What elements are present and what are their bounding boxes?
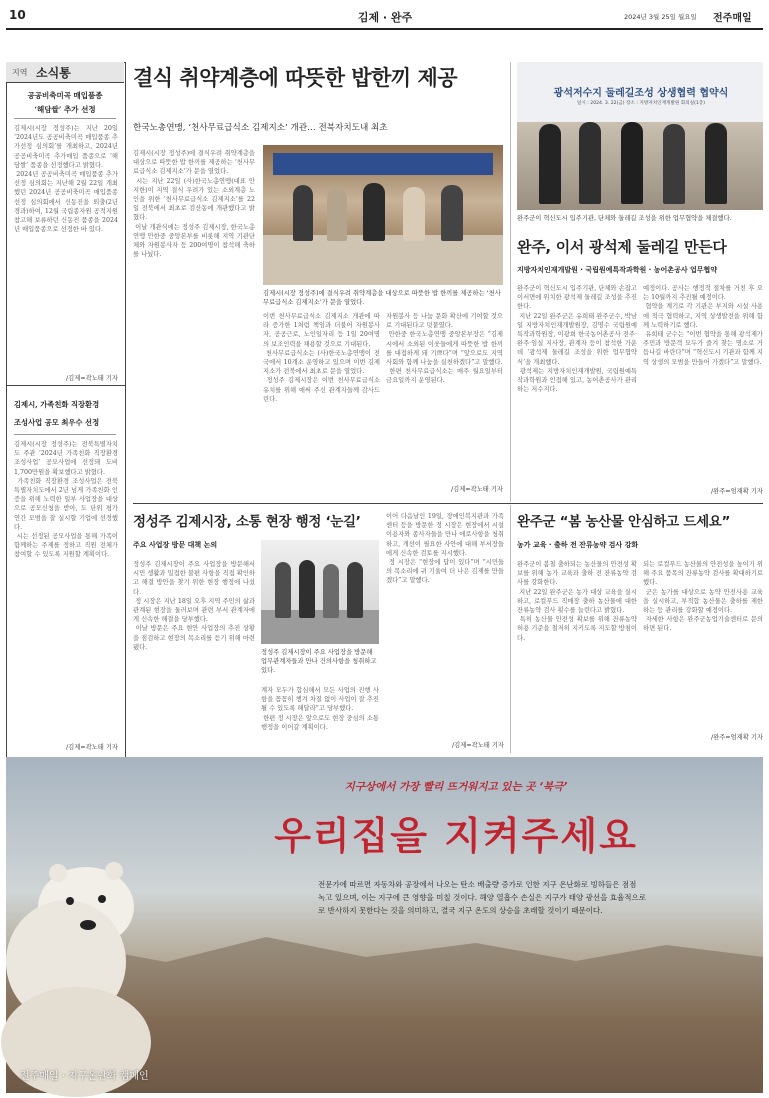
person-figure — [441, 185, 463, 241]
person-figure — [621, 122, 643, 204]
mid-left-headline: 정성주 김제시장, 소통 현장 행정 ‘눈길’ — [133, 514, 361, 530]
lead-photo — [263, 145, 503, 285]
middle-rule — [133, 503, 763, 504]
person-figure — [347, 562, 363, 618]
right-top-headline: 완주, 이서 광석제 둘레길 만든다 — [517, 238, 727, 256]
right-top-photo-caption: 완주군이 혁신도시 입주기관, 단체와 둘레길 조성을 위한 업무협약을 체결했다. — [517, 215, 732, 222]
person-figure — [293, 185, 313, 241]
ad-body-line1: 전문가에 따르면 자동차와 공장에서 나오는 탄소 배출량 증가로 인한 지구 온난화로 빙하들은 점점 — [318, 880, 637, 889]
right-top-photo — [517, 62, 763, 210]
lead-body-col1: 김제시(시장 정성주)에 결식우려 취약계층을 대상으로 따뜻한 밥 한끼를 제공하는 ‘천사무료급식소 김제지소’가 문을 열었다. 시는 지난 22일 (사)한국노총연맹(대표 안지한)이 지역 결식 우려가 있는 소외계층 노인을 위한 ‘천사무료급식소 김제지소’를 22일 전북에서 최초로 검산동에 개관했다고 밝혔다. 이날 개관식에는 정성주 김제시장, 한국노총연맹 안한중 중앙본부를 비롯해 지역 기관단체와 자원봉사자 등 200여명이 참석해 축하를 나눴다. — [133, 150, 255, 259]
mid-right-subheadline: 농가 교육 · 출하 전 잔류농약 검사 강화 — [517, 541, 639, 549]
sidebar-title: 소식통 — [36, 66, 71, 80]
mid-left-body-col3: 이어 다음날인 19일, 장애인복지관과 가족센터 등을 방문한 정 시장은 현장에서 시설 이용자와 종사자들을 만나 애로사항을 청취하고, 개선이 필요한 사안에 대해 부서장들에게 신속한 검토를 지시했다. 정 시장은 “현장에 답이 있다”며 “시민들의 목소리에 귀 기울여 더 나은 김제를 만들겠다”고 말했다. — [386, 513, 504, 585]
lead-body-col2: 이번 천사무료급식소 김제지소 개관에 따라 증가한 1처럼 책임과 더불어 자원봉사자, 공공근로, 노인일자리 등 1일 20여명의 보조인력을 채용할 것으로 기대된다. 천사무료급식소는 (사)한국노총연맹이 전국에서 10개소 운영하고 있으며 이번 김제지소가 전북에서 최초로 문을 열었다. 정성주 김제시장은 이번 천사무료급식소 유치를 위해 애써 주신 관계자들께 감사드린다. — [263, 313, 380, 403]
section-title: 김제 · 완주 — [357, 11, 413, 24]
right-photo-banner: 광석저수지 둘레길조성 상생협력 협약식 — [553, 88, 729, 99]
lead-subheadline: 한국노총연맹, ‘천사무료급식소 김제지소’ 개관… 전북자치도내 최초 — [133, 123, 388, 133]
sidebar-story1-credit: /김제=곽노태 기자 — [66, 375, 118, 382]
person-figure — [579, 122, 601, 204]
person-figure — [323, 564, 339, 618]
person-figure — [403, 187, 425, 241]
mid-right-headline: 완주군 “봄 농산물 안심하고 드세요” — [517, 514, 731, 530]
ad-tagline — [206, 779, 706, 794]
sidebar-divider-3 — [14, 434, 116, 435]
right-top-body-col1: 완주군이 혁신도시 입주기관, 단체와 손잡고 이서면에 위치한 광석제 둘레길 조성을 추진한다. 지난 22일 완주군은 유희태 완주군수, 박남일 지방자치인재개발원장, 김명수 국립원예특작과학원장, 이광희 한국농어촌공사 전주·완주·임실 지사장, 관계자 등이 참석한 가운데 ‘광석제 둘레길 조성을 위한 업무협약식’을 개최했다. 광석제는 지방자치인재개발원, 국립원예특작과학원과 인접해 있고, 농어촌공사가 관리하는 저수지다. — [517, 285, 637, 394]
sidebar-tag-box — [6, 62, 124, 83]
sidebar-story1-headline-2: ‘해담쌀’ 추가 선정 — [34, 105, 96, 114]
lead-photo-banner — [273, 153, 493, 175]
person-figure — [363, 183, 385, 241]
ad-body-line2: 녹고 있으며, 이는 지구에 큰 영향을 미칠 것이다. 해양 열흡수 손실은 지구가 태양 광선을 효율적으로 — [318, 893, 646, 902]
ad-footer: 전주매일 · 지구온난화 캠페인 — [20, 1071, 149, 1082]
sidebar-story2-body: 김제시(시장 정성주)는 전북특별자치도 주관 ‘2024년 가족친화 직장환경 조성사업’ 공모사업에 선정돼 도비 1,700만원을 확보했다고 밝혔다. 가족친화 직장환경 조성사업은 전북특별자치도에서 2년 넘게 가족친화 인증을 위해 노력한 일부 사업장을 대상으로 공모신청을 받아, 도 단위 평가 연간 모범을 잘 실시할 기업에 선정했다. 시는 선정된 공모사업을 통해 가족이 함께하는 주제를 정하고 직원 전체가 참여할 수 있도록 지원할 계획이다. — [14, 441, 118, 559]
mid-left-photo — [261, 540, 379, 644]
lead-headline: 결식 취약계층에 따뜻한 밥한끼 제공 — [133, 66, 458, 90]
lead-credit: /김제=곽노태 기자 — [451, 486, 503, 493]
person-figure — [663, 124, 685, 204]
person-figure — [539, 124, 561, 204]
mid-left-credit: /김제=곽노태 기자 — [452, 742, 504, 749]
mid-right-credit: /완주=엄재확 기자 — [711, 734, 763, 741]
right-top-subheadline: 지방자치인재개발원 · 국립원예특작과학원 · 농어촌공사 업무협약 — [517, 266, 718, 274]
ad-banner — [6, 757, 763, 1093]
sidebar-divider-2 — [6, 385, 125, 386]
person-figure — [705, 123, 727, 204]
mid-left-body-col1: 정성주 김제시장이 주요 사업장을 방문해서 시민 생활과 밀접한 불편 사항을 직접 확인하고 해결 방안을 찾기 위한 현장 행정에 나섰다. 정 시장은 지난 18일 오후 지역 주민의 삶과 관계된 현장을 둘러보며 관련 부서 관계자에게 신속한 해결을 당부했다. 이날 방문은 주요 현안 사업장의 추진 상황을 점검하고 현장의 목소리를 듣기 위해 마련됐다. — [133, 561, 255, 651]
person-figure — [299, 560, 315, 618]
person-figure — [275, 562, 291, 618]
right-top-body-col2: 예정이다. 공사는 행정적 절차를 거친 후 오는 10월까지 추진될 예정이다. 협약을 계기로 각 기관은 부지와 시설 사용에 적극 협력하고, 지역 상생발전을 위해 함께 노력하기로 했다. 유희태 군수는 “이번 협약을 통해 광석제가 주민과 방문객 모두가 즐겨 찾는 명소로 거듭나길 바란다”며 “혁신도시 기관과 함께 지역 상생의 모범을 만들어 가겠다”고 말했다. — [643, 285, 763, 366]
header-rule — [6, 28, 763, 30]
issue-date: 2024년 3월 25일 월요일 — [624, 13, 697, 21]
ad-body-line3: 로 반사하지 못한다는 것을 의미하고, 결국 지구 온도의 상승을 초래할 것이기 때문이다. — [318, 906, 603, 915]
person-figure — [327, 189, 347, 241]
lead-photo-table — [263, 235, 503, 285]
sidebar-story1-body: 김제시(시장 정성주)는 지난 20일 ‘2024년도 공공비축미곡 매입품종 추가선정 심의회’를 개최하고, 2024년 공공비축미곡 추가매입 품종으로 ‘해담쌀’ 품종을 선정했다고 밝혔다. 2024년 공공비축미곡 매입품종 추가선정 심의회는 지난해 2월 22일 개최했던 2024년 공공비축미곡 매입품종 선정 심의회에서 신동진을 퇴출(2년 경과)하여, 12월 국립종자원 공적지원 참고해 보류하던 신동진 품종을 2024년 매입품종으로 선정한 바 있다. — [14, 125, 118, 234]
right-photo-banner-sub: 일시 : 2024. 3. 22(금) 장소 : 지방자치인재개발원 회의실(1층) — [576, 101, 706, 106]
lead-photo-caption: 김제시(시장 정성주)에 결식우려 취약계층을 대상으로 따뜻한 밥 한끼를 제공하는 ‘천사무료급식소 김제지소’가 문을 열었다. — [263, 290, 501, 306]
sidebar-tag: 지역 — [12, 68, 28, 77]
mid-left-body-col2: 계자 모두가 합심해서 모든 사업의 진행 사항을 꼼꼼히 챙겨 차질 없이 사업이 잘 추진될 수 있도록 해달라”고 당부했다. 한편 정 시장은 앞으로도 현장 중심의 소통 행정을 이어갈 계획이다. — [261, 687, 379, 731]
sidebar-story2-headline-2: 조성사업 공모 최우수 선정 — [14, 418, 100, 427]
mid-right-body-col1: 완주군이 봄철 출하되는 농산물의 안전성 확보를 위해 농가 교육과 출하 전 잔류농약 검사를 강화한다. 지난 22일 완주군은 농가 대상 교육을 실시하고, 로컬푸드 직매장 출하 농산물에 대한 잔류농약 검사 횟수를 늘린다고 밝혔다. 특히 농산물 안전성 확보를 위해 잔류농약 허용 기준을 철저히 지키도록 지도할 방침이다. — [517, 561, 637, 642]
column-rule — [510, 62, 511, 502]
mid-left-photo-caption: 정성주 김제시장이 주요 사업장을 방문해 업무관계자들과 만나 건의사항을 청취하고 있다. — [261, 649, 377, 674]
ad-tagline-highlight: ‘북극’ — [539, 781, 568, 793]
sidebar-story2-headline-1: 김제시, 가족친화 직장환경 — [14, 400, 100, 409]
right-top-credit: /완주=엄재확 기자 — [711, 488, 763, 495]
sidebar-story1-headline-1: 공공비축미곡 매입품종 — [27, 91, 103, 100]
sidebar-divider — [14, 118, 116, 119]
ad-title: 우리집을 지켜주세요 — [274, 814, 638, 858]
ad-tagline-pre: 지구상에서 가장 빨리 뜨거워지고 있는 곳 — [344, 781, 540, 793]
column-rule-2 — [510, 505, 511, 753]
sidebar-story2-credit: /김제=곽노태 기자 — [66, 744, 118, 751]
page-number: 10 — [9, 8, 26, 22]
mid-left-subheadline: 주요 사업장 방문 대책 논의 — [133, 541, 218, 549]
lead-body-col3: 자원봉사 등 나눔 문화 확산에 기여할 것으로 기대된다고 덧붙였다. 안한중 한국노총연맹 중앙본부장은 “김제시에서 소외된 이웃들에게 따뜻한 밥 한끼를 대접하게 돼 기쁘다”며 “앞으로도 지역사회와 함께 나눔을 실천하겠다”고 말했다. 한편 천사무료급식소는 매주 월요일부터 금요일까지 운영된다. — [386, 313, 503, 385]
mid-right-body-col2: 되는 로컬푸드 농산물의 안전성을 높이기 위해 주요 품목의 잔류농약 검사를 확대하기로 했다. 군은 농가를 대상으로 농약 안전사용 교육을 실시하고, 부적합 농산물은 출하를 제한하는 등 관리를 강화할 예정이다. 자세한 사항은 완주군농업기술센터로 문의하면 된다. — [643, 561, 763, 633]
paper-name: 전주매일 — [713, 13, 752, 24]
